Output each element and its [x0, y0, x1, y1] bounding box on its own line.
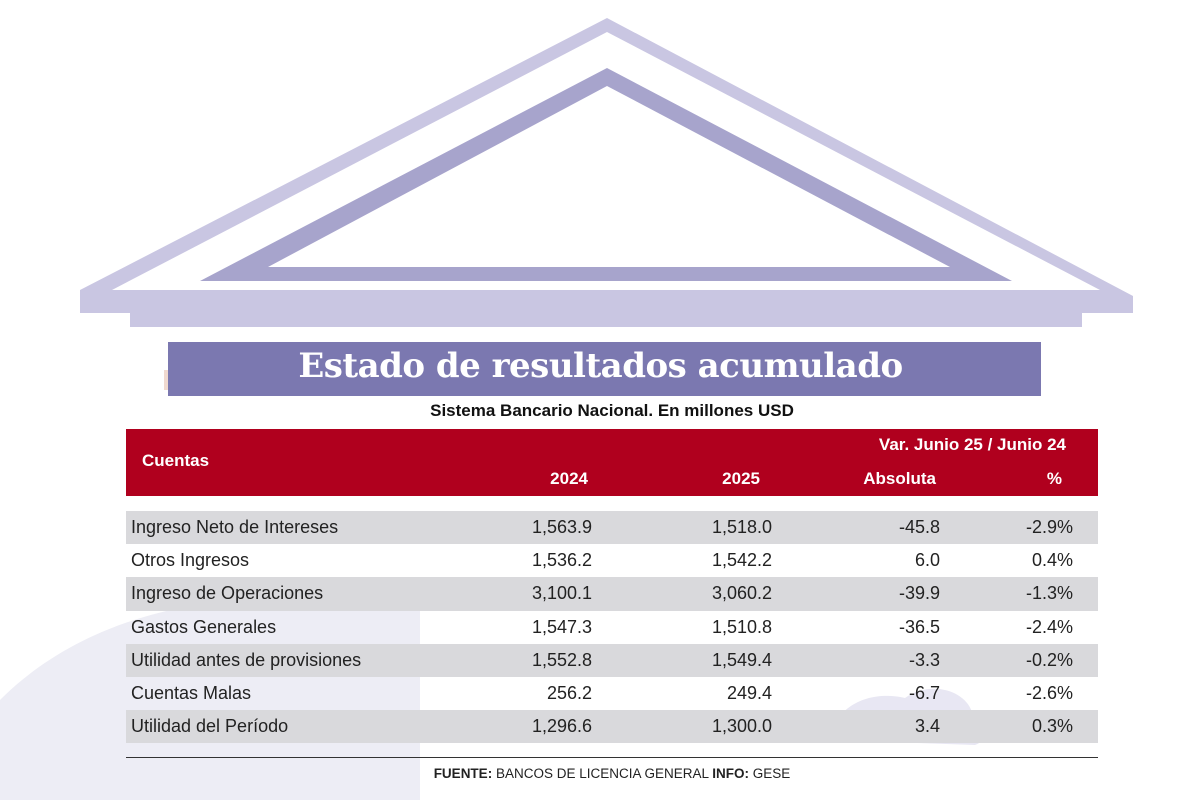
chart-title: Estado de resultados acumulado [298, 346, 903, 386]
cell-2024: 1,296.6 [531, 716, 592, 737]
cell-absoluta: -3.3 [908, 649, 940, 670]
cell-percent: -1.3% [1025, 583, 1073, 604]
bottom-divider [126, 757, 1098, 758]
footer-fuente-label: FUENTE: [433, 766, 493, 781]
header-2024: 2024 [550, 469, 588, 488]
cell-cuenta: Ingreso de Operaciones [131, 583, 324, 604]
cell-2024: 1,563.9 [531, 517, 592, 537]
cell-2025: 3,060.2 [711, 583, 772, 604]
cell-2025: 1,300.0 [711, 716, 772, 737]
cell-absoluta: 6.0 [914, 550, 940, 571]
cell-2024: 1,547.3 [531, 616, 592, 637]
cell-percent: 0.3% [1031, 716, 1073, 737]
cell-percent: 0.4% [1031, 550, 1073, 571]
footer-fuente-text: BANCOS DE LICENCIA GENERAL [495, 766, 709, 781]
footer-info-text: GESE [752, 766, 791, 781]
table-header [126, 429, 1098, 496]
cell-absoluta: -36.5 [898, 616, 940, 637]
table-row [126, 577, 1098, 610]
header-percent: % [1046, 469, 1062, 488]
cell-cuenta: Cuentas Malas [131, 682, 252, 703]
cell-absoluta: -45.8 [898, 517, 940, 537]
cell-2025: 1,542.2 [711, 550, 772, 571]
cell-cuenta: Utilidad antes de provisiones [131, 649, 362, 670]
cell-2025: 249.4 [726, 682, 772, 703]
cell-cuenta: Gastos Generales [131, 616, 277, 637]
cell-cuenta: Utilidad del Período [131, 716, 289, 737]
source-footer [126, 766, 1098, 781]
footer-info-label: INFO: [712, 766, 750, 781]
cell-absoluta: -39.9 [898, 583, 940, 604]
table-row [126, 511, 1098, 544]
header-cuentas: Cuentas [142, 451, 210, 470]
cell-percent: -2.6% [1025, 682, 1073, 703]
cell-2025: 1,549.4 [711, 649, 772, 670]
cell-2024: 1,536.2 [531, 550, 592, 571]
cell-2024: 1,552.8 [531, 649, 592, 670]
chart-subtitle: Sistema Bancario Nacional. En millones USD [430, 401, 794, 420]
cell-2025: 1,518.0 [711, 517, 772, 537]
cell-percent: -2.9% [1025, 517, 1073, 537]
cell-2024: 256.2 [546, 682, 592, 703]
table-row [126, 710, 1098, 743]
header-variation-group: Var. Junio 25 / Junio 24 [878, 435, 1066, 454]
cell-2024: 3,100.1 [531, 583, 592, 604]
cell-absoluta: -6.7 [908, 682, 940, 703]
table-body [126, 511, 1098, 743]
cell-cuenta: Ingreso Neto de Intereses [131, 517, 339, 537]
header-absoluta: Absoluta [863, 469, 936, 488]
table-row [126, 544, 1098, 577]
table-row [126, 644, 1098, 677]
cell-cuenta: Otros Ingresos [131, 550, 250, 571]
table-row [126, 677, 1098, 710]
cell-percent: -0.2% [1025, 649, 1073, 670]
cell-percent: -2.4% [1025, 616, 1073, 637]
header-2025: 2025 [722, 469, 760, 488]
cell-absoluta: 3.4 [914, 716, 940, 737]
cell-2025: 1,510.8 [711, 616, 772, 637]
table-row [126, 611, 1098, 644]
